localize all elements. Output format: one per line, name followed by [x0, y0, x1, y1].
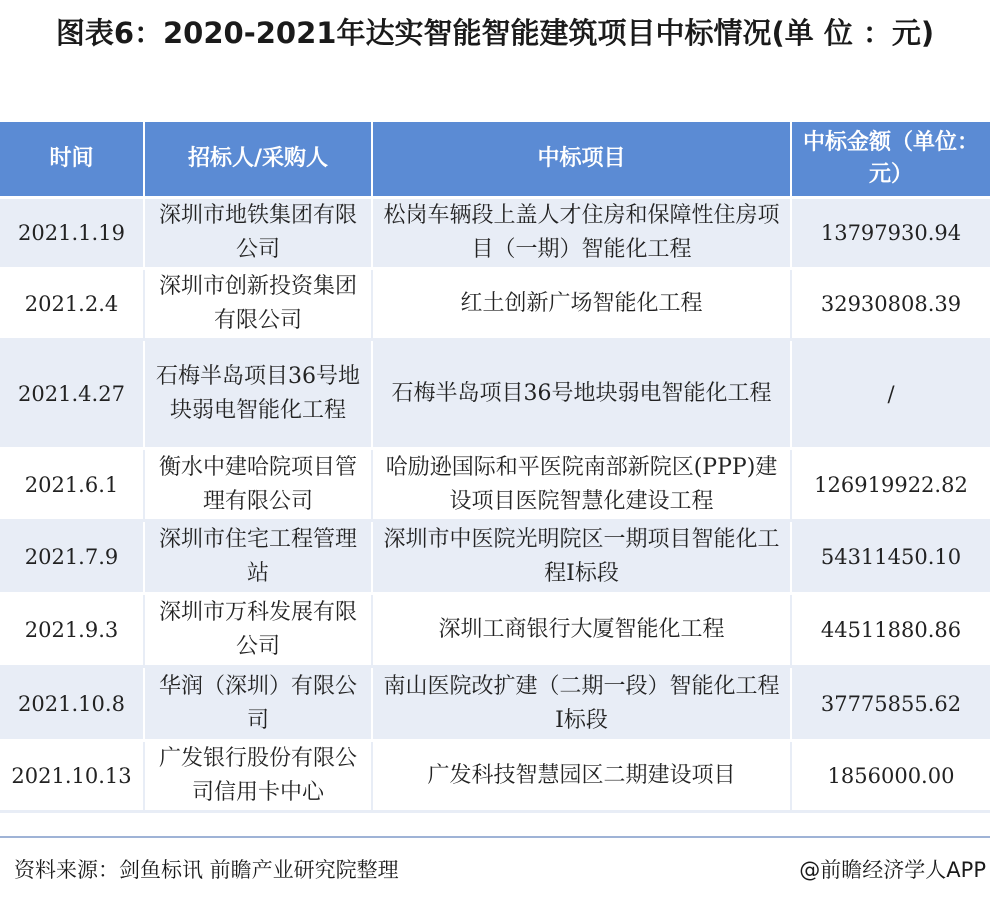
cell-project: 石梅半岛项目36号地块弱电智能化工程 — [373, 341, 792, 450]
cell-amount: / — [792, 341, 990, 450]
cell-project: 南山医院改扩建（二期一段）智能化工程Ⅰ标段 — [373, 668, 792, 742]
cell-date: 2021.9.3 — [0, 595, 145, 668]
cell-project: 深圳市中医院光明院区一期项目智能化工程Ⅰ标段 — [373, 522, 792, 595]
bid-table-container — [0, 122, 990, 813]
cell-date: 2021.1.19 — [0, 199, 145, 270]
source-note: 资料来源：剑鱼标讯 前瞻产业研究院整理 — [14, 858, 399, 882]
table-row — [0, 668, 990, 742]
cell-amount: 32930808.39 — [792, 270, 990, 341]
cell-amount: 126919922.82 — [792, 450, 990, 522]
bid-table — [0, 122, 990, 813]
header-project: 中标项目 — [373, 122, 792, 199]
footer-bar — [0, 836, 990, 908]
cell-purchaser: 石梅半岛项目36号地块弱电智能化工程 — [145, 341, 373, 450]
table-row — [0, 522, 990, 595]
header-date: 时间 — [0, 122, 145, 199]
table-row — [0, 341, 990, 450]
cell-project: 红土创新广场智能化工程 — [373, 270, 792, 341]
cell-project: 松岗车辆段上盖人才住房和保障性住房项目（一期）智能化工程 — [373, 199, 792, 270]
cell-purchaser: 衡水中建哈院项目管理有限公司 — [145, 450, 373, 522]
cell-purchaser: 深圳市地铁集团有限公司 — [145, 199, 373, 270]
cell-date: 2021.7.9 — [0, 522, 145, 595]
cell-purchaser: 深圳市住宅工程管理站 — [145, 522, 373, 595]
cell-amount: 1856000.00 — [792, 742, 990, 813]
cell-purchaser: 广发银行股份有限公司信用卡中心 — [145, 742, 373, 813]
table-header-row — [0, 122, 990, 199]
cell-purchaser: 深圳市创新投资集团有限公司 — [145, 270, 373, 341]
cell-amount: 37775855.62 — [792, 668, 990, 742]
cell-project: 哈励逊国际和平医院南部新院区(PPP)建设项目医院智慧化建设工程 — [373, 450, 792, 522]
table-row — [0, 450, 990, 522]
cell-purchaser: 华润（深圳）有限公司 — [145, 668, 373, 742]
cell-date: 2021.6.1 — [0, 450, 145, 522]
cell-date: 2021.2.4 — [0, 270, 145, 341]
cell-date: 2021.10.13 — [0, 742, 145, 813]
chart-title: 图表6：2020-2021年达实智能智能建筑项目中标情况(单 位 ：元) — [55, 16, 935, 50]
table-row — [0, 270, 990, 341]
header-amount: 中标金额（单位：元） — [792, 122, 990, 199]
cell-project: 广发科技智慧园区二期建设项目 — [373, 742, 792, 813]
cell-project: 深圳工商银行大厦智能化工程 — [373, 595, 792, 668]
cell-date: 2021.10.8 — [0, 668, 145, 742]
cell-amount: 54311450.10 — [792, 522, 990, 595]
cell-amount: 13797930.94 — [792, 199, 990, 270]
table-row — [0, 199, 990, 270]
cell-purchaser: 深圳市万科发展有限公司 — [145, 595, 373, 668]
table-row — [0, 595, 990, 668]
cell-amount: 44511880.86 — [792, 595, 990, 668]
cell-date: 2021.4.27 — [0, 341, 145, 450]
credit-note: @前瞻经济学人APP — [799, 858, 986, 882]
header-purchaser: 招标人/采购人 — [145, 122, 373, 199]
table-row — [0, 742, 990, 813]
